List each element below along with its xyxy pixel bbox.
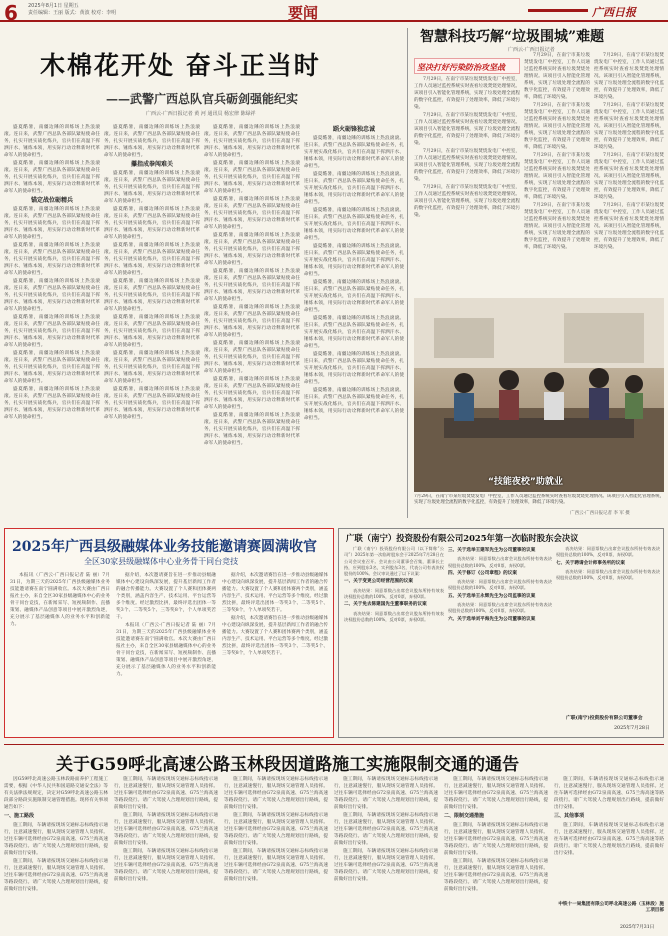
main-body-y: 盛夏酷暑，南疆边陲的训练场上热浪滚滚。连日来，武警广西总队各部队紧贴使命任务，扎实开展实战化练兵，官兵们在高温下挥洒汗水、锤炼本领，用实际行动诠释新时代革命军人的使命担当。 xyxy=(304,172,404,205)
main-intro: 盛夏酷暑，南疆边陲的训练场上热浪滚滚。连日来，武警广西总队各部队紧贴使命任务，扎实开展实战化练兵，官兵们在高温下挥洒汗水、锤炼本领，用实际行动诠释新时代革命军人的使命担当。 xyxy=(4,125,100,158)
traffic-body-d: 施工期间，车辆请按现场交通标志标线指示通行，注意减速慢行，服从现场交通管理人员指挥。过往车辆可选择经由G72泉南高速、G75兰海高速等路段绕行。请广大驾驶人合理规划出行路线，提前做好出行安排。 xyxy=(114,813,218,846)
main-body-g: 盛夏酷暑，南疆边陲的训练场上热浪滚滚。连日来，武警广西总队各部队紧贴使命任务，扎实开展实战化练兵，官兵们在高温下挥洒汗水、锤炼本领，用实际行动诠释新时代革命军人的使命担当。 xyxy=(104,125,200,158)
right-body-a: 7月29日，在南宁市某垃圾焚烧发电厂中控室，工作人员通过监控系统实时查看垃圾焚烧处理情况。该项目引入智能化管理系统，实现了垃圾处理全流程的数字化监控，有效提升了处理效率，降低了环境污染。 xyxy=(414,77,520,110)
contest-col3 xyxy=(222,572,328,732)
shareholder-vote-3: 表决结果：同意票数占出席会议股东所持有效表决权股份总数的100%，反对0票，弃权0票。 xyxy=(448,556,552,568)
main-article-title: 木棉花开处 奋斗正当时 xyxy=(40,51,321,80)
right-body-c: 7月29日，在南宁市某垃圾焚烧发电厂中控室，工作人员通过监控系统实时查看垃圾焚烧处理情况。该项目引入智能化管理系统，实现了垃圾处理全流程的数字化监控，有效提升了处理效率，降低了环境污染。 xyxy=(414,149,520,182)
contest-subtitle: 全区30家县级融媒体中心业务骨干同台竞技 xyxy=(84,557,239,566)
right-body-b: 7月29日，在南宁市某垃圾焚烧发电厂中控室，工作人员通过监控系统实时查看垃圾焚烧处理情况。该项目引入智能化管理系统，实现了垃圾处理全流程的数字化监控，有效提升了处理效率，降低了环境污染。 xyxy=(414,113,520,146)
traffic-col5 xyxy=(444,776,548,932)
shareholder-col1 xyxy=(344,546,444,734)
shareholder-item-3: 三、关于选举王建军先生为公司董事的议案 xyxy=(448,548,536,553)
photo-credit: 广西云-广西日报记者 李 军 摄 xyxy=(570,511,630,516)
right-article-col1 xyxy=(414,76,520,294)
traffic-body-n: 施工期间，车辆请按现场交通标志标线指示通行，注意减速慢行，服从现场交通管理人员指挥。过往车辆可选择经由G72泉南高速、G75兰海高速等路段绕行。请广大驾驶人合理规划出行路线，提前做好出行安排。 xyxy=(444,859,548,892)
shareholder-date: 2025年7月28日 xyxy=(614,726,650,731)
contest-title: 2025年广西县级融媒体业务技能邀请赛圆满收官 xyxy=(12,539,317,555)
editors-text: 责任编辑：王丽 版式：黄波 校对：李明 xyxy=(28,10,117,16)
traffic-intro: 因G59呼北高速公路玉林段路面养护工程施工需要，根据《中华人民共和国道路交通安全法》等有关法律法规规定，决定对G59呼北高速公路玉林段部分路段实施限制交通管理措施。现将有关事项通告如下： xyxy=(4,777,108,810)
traffic-body-o: 施工期间，车辆请按现场交通标志标线指示通行，注意减速慢行，服从现场交通管理人员指挥。过往车辆可选择经由G72泉南高速、G75兰海高速等路段绕行。请广大驾驶人合理规划出行路线，提前做好出行安排。 xyxy=(554,777,664,810)
paper-logo: 广西日报 xyxy=(592,6,636,19)
main-body-p: 盛夏酷暑，南疆边陲的训练场上热浪滚滚。连日来，武警广西总队各部队紧贴使命任务，扎实开展实战化练兵，官兵们在高温下挥洒汗水、锤炼本领，用实际行动诠释新时代革命军人的使命担当。 xyxy=(204,161,300,194)
main-section1-heading: 锚定战位砺精兵 xyxy=(30,197,73,204)
traffic-top-rule xyxy=(4,744,664,745)
right-article-col2 xyxy=(524,52,590,294)
main-body-k: 盛夏酷暑，南疆边陲的训练场上热浪滚滚。连日来，武警广西总队各部队紧贴使命任务，扎实开展实战化练兵，官兵们在高温下挥洒汗水、锤炼本领，用实际行动诠释新时代革命军人的使命担当。 xyxy=(104,279,200,312)
right-body-f: 7月29日，在南宁市某垃圾焚烧发电厂中控室，工作人员通过监控系统实时查看垃圾焚烧处理情况。该项目引入智能化管理系统，实现了垃圾处理全流程的数字化监控，有效提升了处理效率，降低了环境污染。 xyxy=(524,103,590,150)
contest-body-d: 据介绍，本次邀请赛旨在进一步推动县级融媒体中心建设向纵深发展，提升基层新闻工作者的融合传播能力。大赛设置了个人赛和团体赛两个类别，涵盖内容生产、技术运用、平台运营等多个维度。经过激烈比拼，最终评选出团体一等奖3个、二等奖5个、三等奖8个，个人单项奖若干。 xyxy=(222,616,328,656)
traffic-section1: 一、施工路段 xyxy=(4,813,35,819)
contest-col2 xyxy=(116,572,216,732)
traffic-body-c: 施工期间，车辆请按现场交通标志标线指示通行，注意减速慢行，服从现场交通管理人员指挥。过往车辆可选择经由G72泉南高速、G75兰海高速等路段绕行。请广大驾驶人合理规划出行路线，提前做好出行安排。 xyxy=(114,777,218,810)
main-body-aa: 盛夏酷暑，南疆边陲的训练场上热浪滚滚。连日来，武警广西总队各部队紧贴使命任务，扎实开展实战化练兵，官兵们在高温下挥洒汗水、锤炼本领，用实际行动诠释新时代革命军人的使命担当。 xyxy=(304,244,404,277)
right-body-e: 7月29日，在南宁市某垃圾焚烧发电厂中控室，工作人员通过监控系统实时查看垃圾焚烧处理情况。该项目引入智能化管理系统，实现了垃圾处理全流程的数字化监控，有效提升了处理效率，降低了环境污染。 xyxy=(524,53,590,100)
main-body-j: 盛夏酷暑，南疆边陲的训练场上热浪滚滚。连日来，武警广西总队各部队紧贴使命任务，扎实开展实战化练兵，官兵们在高温下挥洒汗水、锤炼本领，用实际行动诠释新时代革命军人的使命担当。 xyxy=(104,243,200,276)
main-body-r: 盛夏酷暑，南疆边陲的训练场上热浪滚滚。连日来，武警广西总队各部队紧贴使命任务，扎实开展实战化练兵，官兵们在高温下挥洒汗水、锤炼本领，用实际行动诠释新时代革命军人的使命担当。 xyxy=(204,233,300,266)
main-body-v: 盛夏酷暑，南疆边陲的训练场上热浪滚滚。连日来，武警广西总队各部队紧贴使命任务，扎实开展实战化练兵，官兵们在高温下挥洒汗水、锤炼本领，用实际行动诠释新时代革命军人的使命担当。 xyxy=(204,377,300,410)
shareholder-vote-2: 表决结果：同意票数占出席会议股东所持有效表决权股份总数的100%，反对0票，弃权0票。 xyxy=(344,610,444,622)
shareholder-vote-4: 表决结果：同意票数占出席会议股东所持有效表决权股份总数的100%，反对0票，弃权0票。 xyxy=(448,579,552,591)
right-body-i: 7月29日，在南宁市某垃圾焚烧发电厂中控室，工作人员通过监控系统实时查看垃圾焚烧处理情况。该项目引入智能化管理系统，实现了垃圾处理全流程的数字化监控，有效提升了处理效率，降低了环境污染。 xyxy=(594,53,664,100)
right-body-d: 7月29日，在南宁市某垃圾焚烧发电厂中控室，工作人员通过监控系统实时查看垃圾焚烧处理情况。该项目引入智能化管理系统，实现了垃圾处理全流程的数字化监控，有效提升了处理效率，降低了环境污染。 xyxy=(414,185,520,218)
traffic-date: 2025年7月31日 xyxy=(620,925,655,930)
main-body-h: 盛夏酷暑，南疆边陲的训练场上热浪滚滚。连日来，武警广西总队各部队紧贴使命任务，扎实开展实战化练兵，官兵们在高温下挥洒汗水、锤炼本领，用实际行动诠释新时代革命军人的使命担当。 xyxy=(104,171,200,204)
traffic-section2: 二、限制交通措施 xyxy=(444,813,485,819)
main-section3-heading: 蹈火砺锋独忠诚 xyxy=(332,126,375,133)
date-text: 2025年8月1日 星期五 xyxy=(28,3,79,9)
traffic-section3: 三、其他事项 xyxy=(554,813,585,819)
main-body-ae: 盛夏酷暑，南疆边陲的训练场上热浪滚滚。连日来，武警广西总队各部队紧贴使命任务，扎实开展实战化练兵，官兵们在高温下挥洒汗水、锤炼本领，用实际行动诠释新时代革命军人的使命担当。 xyxy=(304,388,404,421)
traffic-body-p: 施工期间，车辆请按现场交通标志标线指示通行，注意减速慢行，服从现场交通管理人员指挥。过往车辆可选择经由G72泉南高速、G75兰海高速等路段绕行。请广大驾驶人合理规划出行路线，提前做好出行安排。 xyxy=(554,823,664,856)
traffic-col6 xyxy=(554,776,664,900)
traffic-body-j: 施工期间，车辆请按现场交通标志标线指示通行，注意减速慢行，服从现场交通管理人员指挥。过往车辆可选择经由G72泉南高速、G75兰海高速等路段绕行。请广大驾驶人合理规划出行路线，提前做好出行安排。 xyxy=(334,813,438,846)
photo-caption xyxy=(414,494,664,510)
traffic-body-h: 施工期间，车辆请按现场交通标志标线指示通行，注意减速慢行，服从现场交通管理人员指挥。过往车辆可选择经由G72泉南高速、G75兰海高速等路段绕行。请广大驾驶人合理规划出行路线，提前做好出行安排。 xyxy=(224,849,328,882)
main-body-l: 盛夏酷暑，南疆边陲的训练场上热浪滚滚。连日来，武警广西总队各部队紧贴使命任务，扎实开展实战化练兵，官兵们在高温下挥洒汗水、锤炼本领，用实际行动诠释新时代革命军人的使命担当。 xyxy=(104,315,200,348)
shareholder-intro: 广联（南宁）投资股份有限公司（以下简称“公司”）2025年第一次临时股东会于2025年7月28日在公司会议室召开。会议由公司董事会召集，董事长主持，应到股东3名，实到股东3名，代表公司有表决权股份的100%。会议审议通过了以下议案： xyxy=(344,546,444,577)
main-body-b: 盛夏酷暑，南疆边陲的训练场上热浪滚滚。连日来，武警广西总队各部队紧贴使命任务，扎实开展实战化练兵，官兵们在高温下挥洒汗水、锤炼本领，用实际行动诠释新时代革命军人的使命担当。 xyxy=(4,243,100,276)
traffic-body-a: 施工期间，车辆请按现场交通标志标线指示通行，注意减速慢行，服从现场交通管理人员指挥。过往车辆可选择经由G72泉南高速、G75兰海高速等路段绕行。请广大驾驶人合理规划出行路线，提前做好出行安排。 xyxy=(4,823,108,856)
contest-lead: 本报讯（广西云-广西日报记者 陆 丽）7月31日，为期三天的2025年广西县级融媒体业务技能邀请赛在南宁圆满收官。本次大赛由广西日报社主办，来自全区30家县级融媒体中心的业务骨干同台竞技，在新闻采写、短视频制作、直播策划、融媒体产品创意等项目中展开激烈角逐，充分展示了基层融媒体人的业务水平和创新能力。 xyxy=(10,573,110,627)
pollution-banner-text: 坚决打好污染防治攻坚战 xyxy=(417,63,505,72)
news-photo xyxy=(414,298,664,492)
right-article-col3 xyxy=(594,52,664,294)
traffic-signature: 中铁十一局集团有限公司呼北高速公路（玉林段）施工项目部 xyxy=(558,902,664,913)
contest-body-b: 本报讯（广西云-广西日报记者 陆 丽）7月31日，为期三天的2025年广西县级融媒体业务技能邀请赛在南宁圆满收官。本次大赛由广西日报社主办，来自全区30家县级融媒体中心的业务骨干同台竞技，在新闻采写、短视频制作、直播策划、融媒体产品创意等项目中展开激烈角逐，充分展示了基层融媒体人的业务水平和创新能力。 xyxy=(116,623,216,677)
main-article-col2 xyxy=(104,124,200,516)
traffic-body-l: 施工期间，车辆请按现场交通标志标线指示通行，注意减速慢行，服从现场交通管理人员指挥。过往车辆可选择经由G72泉南高速、G75兰海高速等路段绕行。请广大驾驶人合理规划出行路线，提前做好出行安排。 xyxy=(444,777,548,810)
main-intro-2: 盛夏酷暑，南疆边陲的训练场上热浪滚滚。连日来，武警广西总队各部队紧贴使命任务，扎实开展实战化练兵，官兵们在高温下挥洒汗水、锤炼本领，用实际行动诠释新时代革命军人的使命担当。 xyxy=(4,161,100,194)
main-body-d: 盛夏酷暑，南疆边陲的训练场上热浪滚滚。连日来，武警广西总队各部队紧贴使命任务，扎实开展实战化练兵，官兵们在高温下挥洒汗水、锤炼本领，用实际行动诠释新时代革命军人的使命担当。 xyxy=(4,315,100,348)
main-body-n: 盛夏酷暑，南疆边陲的训练场上热浪滚滚。连日来，武警广西总队各部队紧贴使命任务，扎实开展实战化练兵，官兵们在高温下挥洒汗水、锤炼本领，用实际行动诠释新时代革命军人的使命担当。 xyxy=(104,387,200,420)
right-body-g: 7月29日，在南宁市某垃圾焚烧发电厂中控室，工作人员通过监控系统实时查看垃圾焚烧处理情况。该项目引入智能化管理系统，实现了垃圾处理全流程的数字化监控，有效提升了处理效率，降低了环境污染。 xyxy=(524,153,590,200)
traffic-body-i: 施工期间，车辆请按现场交通标志标线指示通行，注意减速慢行，服从现场交通管理人员指挥。过往车辆可选择经由G72泉南高速、G75兰海高速等路段绕行。请广大驾驶人合理规划出行路线，提前做好出行安排。 xyxy=(334,777,438,810)
main-body-z: 盛夏酷暑，南疆边陲的训练场上热浪滚滚。连日来，武警广西总队各部队紧贴使命任务，扎实开展实战化练兵，官兵们在高温下挥洒汗水、锤炼本领，用实际行动诠释新时代革命军人的使命担当。 xyxy=(304,208,404,241)
photo-caption-text: 7月29日，在南宁市某垃圾焚烧发电厂中控室，工作人员通过监控系统实时查看垃圾焚烧处理情况。该项目引入智能化管理系统，实现了垃圾处理全流程的数字化监控，有效提升了处理效率，降低了环境污染。 xyxy=(414,494,664,505)
main-body-i: 盛夏酷暑，南疆边陲的训练场上热浪滚滚。连日来，武警广西总队各部队紧贴使命任务，扎实开展实战化练兵，官兵们在高温下挥洒汗水、锤炼本领，用实际行动诠释新时代革命军人的使命担当。 xyxy=(104,207,200,240)
traffic-col4 xyxy=(334,776,438,932)
shareholder-item-7: 七、关于聘请会计师事务所的议案 xyxy=(556,560,625,566)
right-article-byline: 广西云-广西日报记者 xyxy=(508,47,555,53)
contest-body-a: 据介绍，本次邀请赛旨在进一步推动县级融媒体中心建设向纵深发展，提升基层新闻工作者的融合传播能力。大赛设置了个人赛和团体赛两个类别，涵盖内容生产、技术运用、平台运营等多个维度。经过激烈比拼，最终评选出团体一等奖3个、二等奖5个、三等奖8个，个人单项奖若干。 xyxy=(116,573,216,620)
section-title: 要闻 xyxy=(288,4,319,22)
traffic-col2 xyxy=(114,776,218,932)
traffic-col3 xyxy=(224,776,328,932)
shareholder-vote-6: 表决结果：同意票数占出席会议股东所持有效表决权股份总数的100%，反对0票，弃权0票。 xyxy=(556,546,660,558)
right-article-divider xyxy=(407,28,408,518)
traffic-body-m: 施工期间，车辆请按现场交通标志标线指示通行，注意减速慢行，服从现场交通管理人员指挥。过往车辆可选择经由G72泉南高速、G75兰海高速等路段绕行。请广大驾驶人合理规划出行路线，提前做好出行安排。 xyxy=(444,823,548,856)
main-body-u: 盛夏酷暑，南疆边陲的训练场上热浪滚滚。连日来，武警广西总队各部队紧贴使命任务，扎实开展实战化练兵，官兵们在高温下挥洒汗水、锤炼本领，用实际行动诠释新时代革命军人的使命担当。 xyxy=(204,341,300,374)
traffic-notice-title: 关于G59呼北高速公路玉林段因道路施工实施限制交通的通告 xyxy=(56,755,520,775)
shareholder-vote-1: 表决结果：同意票数占出席会议股东所持有效表决权股份总数的100%，反对0票，弃权0票。 xyxy=(344,587,444,600)
main-article-col4 xyxy=(304,124,404,516)
main-body-ad: 盛夏酷暑，南疆边陲的训练场上热浪滚滚。连日来，武警广西总队各部队紧贴使命任务，扎实开展实战化练兵，官兵们在高温下挥洒汗水、锤炼本领，用实际行动诠释新时代革命军人的使命担当。 xyxy=(304,352,404,385)
main-body-t: 盛夏酷暑，南疆边陲的训练场上热浪滚滚。连日来，武警广西总队各部队紧贴使命任务，扎实开展实战化练兵，官兵们在高温下挥洒汗水、锤炼本领，用实际行动诠释新时代革命军人的使命担当。 xyxy=(204,305,300,338)
shareholder-item-2: 二、关于免去陈建国先生董事职务的议案 xyxy=(344,602,427,608)
main-body-ac: 盛夏酷暑，南疆边陲的训练场上热浪滚滚。连日来，武警广西总队各部队紧贴使命任务，扎实开展实战化练兵，官兵们在高温下挥洒汗水、锤炼本领，用实际行动诠释新时代革命军人的使命担当。 xyxy=(304,316,404,349)
main-body-m: 盛夏酷暑，南疆边陲的训练场上热浪滚滚。连日来，武警广西总队各部队紧贴使命任务，扎实开展实战化练兵，官兵们在高温下挥洒汗水、锤炼本领，用实际行动诠释新时代革命军人的使命担当。 xyxy=(104,351,200,384)
photo-label: “技能夜校”助就业 xyxy=(488,477,563,487)
right-body-l: 7月29日，在南宁市某垃圾焚烧发电厂中控室，工作人员通过监控系统实时查看垃圾焚烧处理情况。该项目引入智能化管理系统，实现了垃圾处理全流程的数字化监控，有效提升了处理效率，降低了环境污染。 xyxy=(594,203,664,250)
shareholder-col2 xyxy=(448,546,552,734)
contest-body-c: 据介绍，本次邀请赛旨在进一步推动县级融媒体中心建设向纵深发展，提升基层新闻工作者的融合传播能力。大赛设置了个人赛和团体赛两个类别，涵盖内容生产、技术运用、平台运营等多个维度。经过激烈比拼，最终评选出团体一等奖3个、二等奖5个、三等奖8个，个人单项奖若干。 xyxy=(222,573,328,613)
main-section2-heading: 攥指成拳闯难关 xyxy=(130,161,173,168)
traffic-body-k: 施工期间，车辆请按现场交通标志标线指示通行，注意减速慢行，服从现场交通管理人员指挥。过往车辆可选择经由G72泉南高速、G75兰海高速等路段绕行。请广大驾驶人合理规划出行路线，提前做好出行安排。 xyxy=(334,849,438,882)
traffic-body-g: 施工期间，车辆请按现场交通标志标线指示通行，注意减速慢行，服从现场交通管理人员指挥。过往车辆可选择经由G72泉南高速、G75兰海高速等路段绕行。请广大驾驶人合理规划出行路线，提前做好出行安排。 xyxy=(224,813,328,846)
shareholder-item-6: 六、关于选举刘平海先生为公司董事的议案 xyxy=(448,616,536,622)
shareholder-item-5: 五、关于选举王永辉先生为公司监事的议案 xyxy=(448,593,536,599)
right-article-title: 智慧科技巧解“垃圾围城”难题 xyxy=(420,29,605,45)
right-body-j: 7月29日，在南宁市某垃圾焚烧发电厂中控室，工作人员通过监控系统实时查看垃圾焚烧处理情况。该项目引入智能化管理系统，实现了垃圾处理全流程的数字化监控，有效提升了处理效率，降低了环境污染。 xyxy=(594,103,664,150)
main-body-o: 盛夏酷暑，南疆边陲的训练场上热浪滚滚。连日来，武警广西总队各部队紧贴使命任务，扎实开展实战化练兵，官兵们在高温下挥洒汗水、锤炼本领，用实际行动诠释新时代革命军人的使命担当。 xyxy=(204,125,300,158)
traffic-body-f: 施工期间，车辆请按现场交通标志标线指示通行，注意减速慢行，服从现场交通管理人员指挥。过往车辆可选择经由G72泉南高速、G75兰海高速等路段绕行。请广大驾驶人合理规划出行路线，提前做好出行安排。 xyxy=(224,777,328,810)
main-body-c: 盛夏酷暑，南疆边陲的训练场上热浪滚滚。连日来，武警广西总队各部队紧贴使命任务，扎实开展实战化练兵，官兵们在高温下挥洒汗水、锤炼本领，用实际行动诠释新时代革命军人的使命担当。 xyxy=(4,279,100,312)
main-body-f: 盛夏酷暑，南疆边陲的训练场上热浪滚滚。连日来，武警广西总队各部队紧贴使命任务，扎实开展实战化练兵，官兵们在高温下挥洒汗水、锤炼本领，用实际行动诠释新时代革命军人的使命担当。 xyxy=(4,387,100,420)
shareholder-col3 xyxy=(556,546,660,708)
main-body-ab: 盛夏酷暑，南疆边陲的训练场上热浪滚滚。连日来，武警广西总队各部队紧贴使命任务，扎实开展实战化练兵，官兵们在高温下挥洒汗水、锤炼本领，用实际行动诠释新时代革命军人的使命担当。 xyxy=(304,280,404,313)
main-body-a: 盛夏酷暑，南疆边陲的训练场上热浪滚滚。连日来，武警广西总队各部队紧贴使命任务，扎实开展实战化练兵，官兵们在高温下挥洒汗水、锤炼本领，用实际行动诠释新时代革命军人的使命担当。 xyxy=(4,207,100,240)
right-body-k: 7月29日，在南宁市某垃圾焚烧发电厂中控室，工作人员通过监控系统实时查看垃圾焚烧处理情况。该项目引入智能化管理系统，实现了垃圾处理全流程的数字化监控，有效提升了处理效率，降低了环境污染。 xyxy=(594,153,664,200)
main-body-e: 盛夏酷暑，南疆边陲的训练场上热浪滚滚。连日来，武警广西总队各部队紧贴使命任务，扎实开展实战化练兵，官兵们在高温下挥洒汗水、锤炼本领，用实际行动诠释新时代革命军人的使命担当。 xyxy=(4,351,100,384)
main-article-subtitle: ——武警广西总队官兵砺剑强能纪实 xyxy=(106,92,299,106)
shareholder-notice-title: 广联（南宁）投资股份有限公司2025年第一次临时股东会决议 xyxy=(346,533,579,543)
main-body-w: 盛夏酷暑，南疆边陲的训练场上热浪滚滚。连日来，武警广西总队各部队紧贴使命任务，扎实开展实战化练兵，官兵们在高温下挥洒汗水、锤炼本领，用实际行动诠释新时代革命军人的使命担当。 xyxy=(204,413,300,446)
traffic-body-b: 施工期间，车辆请按现场交通标志标线指示通行，注意减速慢行，服从现场交通管理人员指挥。过往车辆可选择经由G72泉南高速、G75兰海高速等路段绕行。请广大驾驶人合理规划出行路线，提前做好出行安排。 xyxy=(4,859,108,892)
header-stripe xyxy=(528,9,588,12)
photo-illustration xyxy=(414,298,664,492)
main-body-s: 盛夏酷暑，南疆边陲的训练场上热浪滚滚。连日来，武警广西总队各部队紧贴使命任务，扎实开展实战化练兵，官兵们在高温下挥洒汗水、锤炼本领，用实际行动诠释新时代革命军人的使命担当。 xyxy=(204,269,300,302)
shareholder-item-1: 一、关于变更公司经营范围的议案 xyxy=(344,579,413,585)
shareholder-vote-5: 表决结果：同意票数占出席会议股东所持有效表决权股份总数的100%，反对0票，弃权0票。 xyxy=(448,602,552,614)
date-line xyxy=(28,3,228,17)
main-article-byline: 广西云-广西日报记者 黄 河 通讯员 杨宏律 陈绿祥 xyxy=(146,111,256,117)
traffic-col1 xyxy=(4,776,108,932)
right-body-h: 7月29日，在南宁市某垃圾焚烧发电厂中控室，工作人员通过监控系统实时查看垃圾焚烧处理情况。该项目引入智能化管理系统，实现了垃圾处理全流程的数字化监控，有效提升了处理效率，降低了环境污染。 xyxy=(524,203,590,250)
main-article-col1 xyxy=(4,124,100,516)
shareholder-signature: 广联(南宁)投资股份有限公司董事会 xyxy=(566,715,643,721)
main-body-q: 盛夏酷暑，南疆边陲的训练场上热浪滚滚。连日来，武警广西总队各部队紧贴使命任务，扎实开展实战化练兵，官兵们在高温下挥洒汗水、锤炼本领，用实际行动诠释新时代革命军人的使命担当。 xyxy=(204,197,300,230)
page-number: 6 xyxy=(4,1,18,25)
main-article-col3 xyxy=(204,124,300,516)
shareholder-item-4: 四、关于修订《公司章程》的议案 xyxy=(448,570,517,576)
contest-col1 xyxy=(10,572,110,732)
shareholder-vote-7: 表决结果：同意票数占出席会议股东所持有效表决权股份总数的100%，反对0票，弃权0票。 xyxy=(556,568,660,581)
traffic-body-e: 施工期间，车辆请按现场交通标志标线指示通行，注意减速慢行，服从现场交通管理人员指挥。过往车辆可选择经由G72泉南高速、G75兰海高速等路段绕行。请广大驾驶人合理规划出行路线，提前做好出行安排。 xyxy=(114,849,218,882)
main-body-x: 盛夏酷暑，南疆边陲的训练场上热浪滚滚。连日来，武警广西总队各部队紧贴使命任务，扎实开展实战化练兵，官兵们在高温下挥洒汗水、锤炼本领，用实际行动诠释新时代革命军人的使命担当。 xyxy=(304,136,404,169)
pollution-banner xyxy=(414,58,520,74)
